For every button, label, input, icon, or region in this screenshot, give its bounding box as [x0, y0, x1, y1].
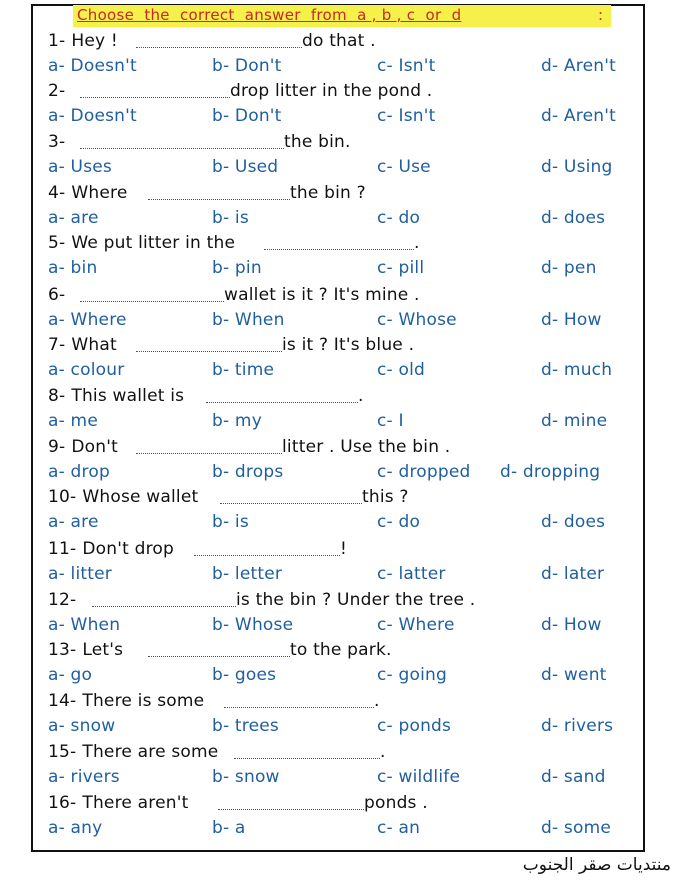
- option-d[interactable]: d- mine: [541, 411, 608, 431]
- question-text-before: There is some: [82, 691, 205, 711]
- question-text-after: drop litter in the pond .: [230, 81, 433, 101]
- option-a[interactable]: a- Uses: [48, 157, 112, 177]
- answer-blank[interactable]: [194, 545, 340, 556]
- question-text-after: is it ? It's blue .: [282, 335, 415, 355]
- question-number: 4-: [48, 183, 66, 203]
- option-c[interactable]: c- old: [377, 360, 425, 380]
- answer-blank[interactable]: [80, 87, 230, 98]
- option-d[interactable]: d- much: [541, 360, 613, 380]
- answer-blank[interactable]: [136, 37, 302, 48]
- answer-blank[interactable]: [264, 239, 414, 250]
- option-d[interactable]: d- later: [541, 564, 605, 584]
- question-text-before: Whose wallet: [82, 487, 199, 507]
- question-number: 14-: [48, 691, 77, 711]
- option-d[interactable]: d- Aren't: [541, 56, 616, 76]
- option-c[interactable]: c- an: [377, 818, 421, 838]
- question-number: 2-: [48, 81, 66, 101]
- answer-blank[interactable]: [80, 291, 224, 302]
- question-11: [48, 539, 174, 559]
- option-d[interactable]: d- Using: [541, 157, 613, 177]
- question-5: [48, 233, 235, 253]
- question-6: [48, 285, 71, 305]
- question-8: [48, 386, 184, 406]
- question-text-after: .: [358, 386, 364, 406]
- question-text-after: wallet is it ? It's mine .: [224, 285, 420, 305]
- question-2: [48, 81, 71, 101]
- question-text-before: Don't: [71, 437, 118, 457]
- option-a[interactable]: a- bin: [48, 258, 98, 278]
- question-text-after: litter . Use the bin .: [282, 437, 451, 457]
- answer-blank[interactable]: [224, 697, 374, 708]
- option-b[interactable]: b- is: [212, 208, 249, 228]
- question-7: [48, 335, 117, 355]
- option-c[interactable]: c- Use: [377, 157, 431, 177]
- option-d[interactable]: d- dropping: [500, 462, 601, 482]
- question-text-before: We put litter in the: [71, 233, 236, 253]
- instruction-banner: [73, 5, 611, 27]
- answer-blank[interactable]: [220, 493, 362, 504]
- question-text-after: this ?: [362, 487, 409, 507]
- question-1: [48, 31, 118, 51]
- option-d[interactable]: d- sand: [541, 767, 606, 787]
- option-a[interactable]: a- litter: [48, 564, 112, 584]
- option-a[interactable]: a- When: [48, 615, 121, 635]
- option-c[interactable]: c- Isn't: [377, 56, 436, 76]
- option-d[interactable]: d- went: [541, 665, 607, 685]
- option-b[interactable]: b- drops: [212, 462, 284, 482]
- option-b[interactable]: b- trees: [212, 716, 279, 736]
- question-number: 8-: [48, 386, 66, 406]
- option-d[interactable]: d- Aren't: [541, 106, 616, 126]
- instruction-colon: :: [597, 6, 603, 24]
- question-number: 11-: [48, 539, 77, 559]
- question-text-before: There are some: [82, 742, 219, 762]
- answer-blank[interactable]: [136, 341, 282, 352]
- question-text-after: .: [414, 233, 420, 253]
- question-text-after: to the park.: [290, 640, 392, 660]
- question-text-after: .: [380, 742, 386, 762]
- question-number: 7-: [48, 335, 66, 355]
- option-c[interactable]: c- going: [377, 665, 447, 685]
- option-b[interactable]: b- letter: [212, 564, 283, 584]
- question-number: 13-: [48, 640, 77, 660]
- option-c[interactable]: c- wildlife: [377, 767, 461, 787]
- option-b[interactable]: b- snow: [212, 767, 280, 787]
- option-b[interactable]: b- my: [212, 411, 262, 431]
- question-text-after: is the bin ? Under the tree .: [236, 590, 476, 610]
- question-text-after: ponds .: [364, 793, 428, 813]
- option-a[interactable]: a- Doesn't: [48, 106, 137, 126]
- answer-blank[interactable]: [92, 596, 236, 607]
- option-a[interactable]: a- are: [48, 208, 99, 228]
- question-10: [48, 487, 198, 507]
- question-number: 1-: [48, 31, 66, 51]
- option-a[interactable]: a- drop: [48, 462, 110, 482]
- answer-blank[interactable]: [218, 799, 364, 810]
- option-b[interactable]: b- Don't: [212, 106, 282, 126]
- option-a[interactable]: a- colour: [48, 360, 125, 380]
- question-text-before: This wallet is: [71, 386, 185, 406]
- option-a[interactable]: a- go: [48, 665, 93, 685]
- answer-blank[interactable]: [206, 392, 358, 403]
- option-c[interactable]: c- Isn't: [377, 106, 436, 126]
- option-b[interactable]: b- When: [212, 310, 285, 330]
- question-number: 6-: [48, 285, 66, 305]
- option-c[interactable]: c- latter: [377, 564, 446, 584]
- question-text-after: .: [374, 691, 380, 711]
- question-text-after: !: [340, 539, 348, 559]
- option-b[interactable]: b- Used: [212, 157, 279, 177]
- option-d[interactable]: d- pen: [541, 258, 597, 278]
- question-16: [48, 793, 188, 813]
- answer-blank[interactable]: [80, 138, 284, 149]
- watermark-text: منتديات صقر الجنوب: [522, 855, 671, 875]
- answer-blank[interactable]: [234, 748, 380, 759]
- option-b[interactable]: b- goes: [212, 665, 277, 685]
- option-b[interactable]: b- pin: [212, 258, 262, 278]
- option-b[interactable]: b- is: [212, 512, 249, 532]
- question-text-after: the bin.: [284, 132, 351, 152]
- option-a[interactable]: a- Where: [48, 310, 127, 330]
- question-text-after: do that .: [302, 31, 376, 51]
- question-number: 5-: [48, 233, 66, 253]
- question-13: [48, 640, 123, 660]
- question-number: 12-: [48, 590, 77, 610]
- question-number: 15-: [48, 742, 77, 762]
- question-number: 10-: [48, 487, 77, 507]
- option-b[interactable]: b- a: [212, 818, 246, 838]
- instruction-text: Choose the correct answer from a , b , c or d: [77, 6, 462, 24]
- option-d[interactable]: d- How: [541, 310, 602, 330]
- option-b[interactable]: b- time: [212, 360, 275, 380]
- question-text-before: There aren't: [82, 793, 189, 813]
- answer-blank[interactable]: [148, 646, 290, 657]
- option-c[interactable]: c- ponds: [377, 716, 452, 736]
- option-a[interactable]: a- snow: [48, 716, 116, 736]
- option-c[interactable]: c- I: [377, 411, 404, 431]
- question-text-after: the bin ?: [290, 183, 366, 203]
- option-d[interactable]: d- some: [541, 818, 612, 838]
- answer-blank[interactable]: [136, 443, 282, 454]
- option-a[interactable]: a- any: [48, 818, 103, 838]
- question-12: [48, 590, 82, 610]
- option-c[interactable]: c- Where: [377, 615, 455, 635]
- option-c[interactable]: c- pill: [377, 258, 425, 278]
- option-c[interactable]: c- Whose: [377, 310, 457, 330]
- option-a[interactable]: a- are: [48, 512, 99, 532]
- option-c[interactable]: c- do: [377, 512, 421, 532]
- question-4: [48, 183, 127, 203]
- option-a[interactable]: a- rivers: [48, 767, 120, 787]
- option-c[interactable]: c- do: [377, 208, 421, 228]
- option-d[interactable]: d- rivers: [541, 716, 614, 736]
- question-text-before: Hey !: [71, 31, 118, 51]
- question-9: [48, 437, 118, 457]
- option-a[interactable]: a- Doesn't: [48, 56, 137, 76]
- question-3: [48, 132, 71, 152]
- option-d[interactable]: d- How: [541, 615, 602, 635]
- question-text-before: Don't drop: [82, 539, 174, 559]
- option-d[interactable]: d- does: [541, 512, 606, 532]
- option-d[interactable]: d- does: [541, 208, 606, 228]
- question-15: [48, 742, 218, 762]
- option-c[interactable]: c- dropped: [377, 462, 471, 482]
- question-number: 3-: [48, 132, 66, 152]
- option-b[interactable]: b- Don't: [212, 56, 282, 76]
- option-a[interactable]: a- me: [48, 411, 98, 431]
- question-number: 9-: [48, 437, 66, 457]
- question-number: 16-: [48, 793, 77, 813]
- option-b[interactable]: b- Whose: [212, 615, 294, 635]
- answer-blank[interactable]: [148, 189, 290, 200]
- question-14: [48, 691, 204, 711]
- question-text-before: Where: [71, 183, 128, 203]
- question-text-before: What: [71, 335, 117, 355]
- question-text-before: Let's: [82, 640, 124, 660]
